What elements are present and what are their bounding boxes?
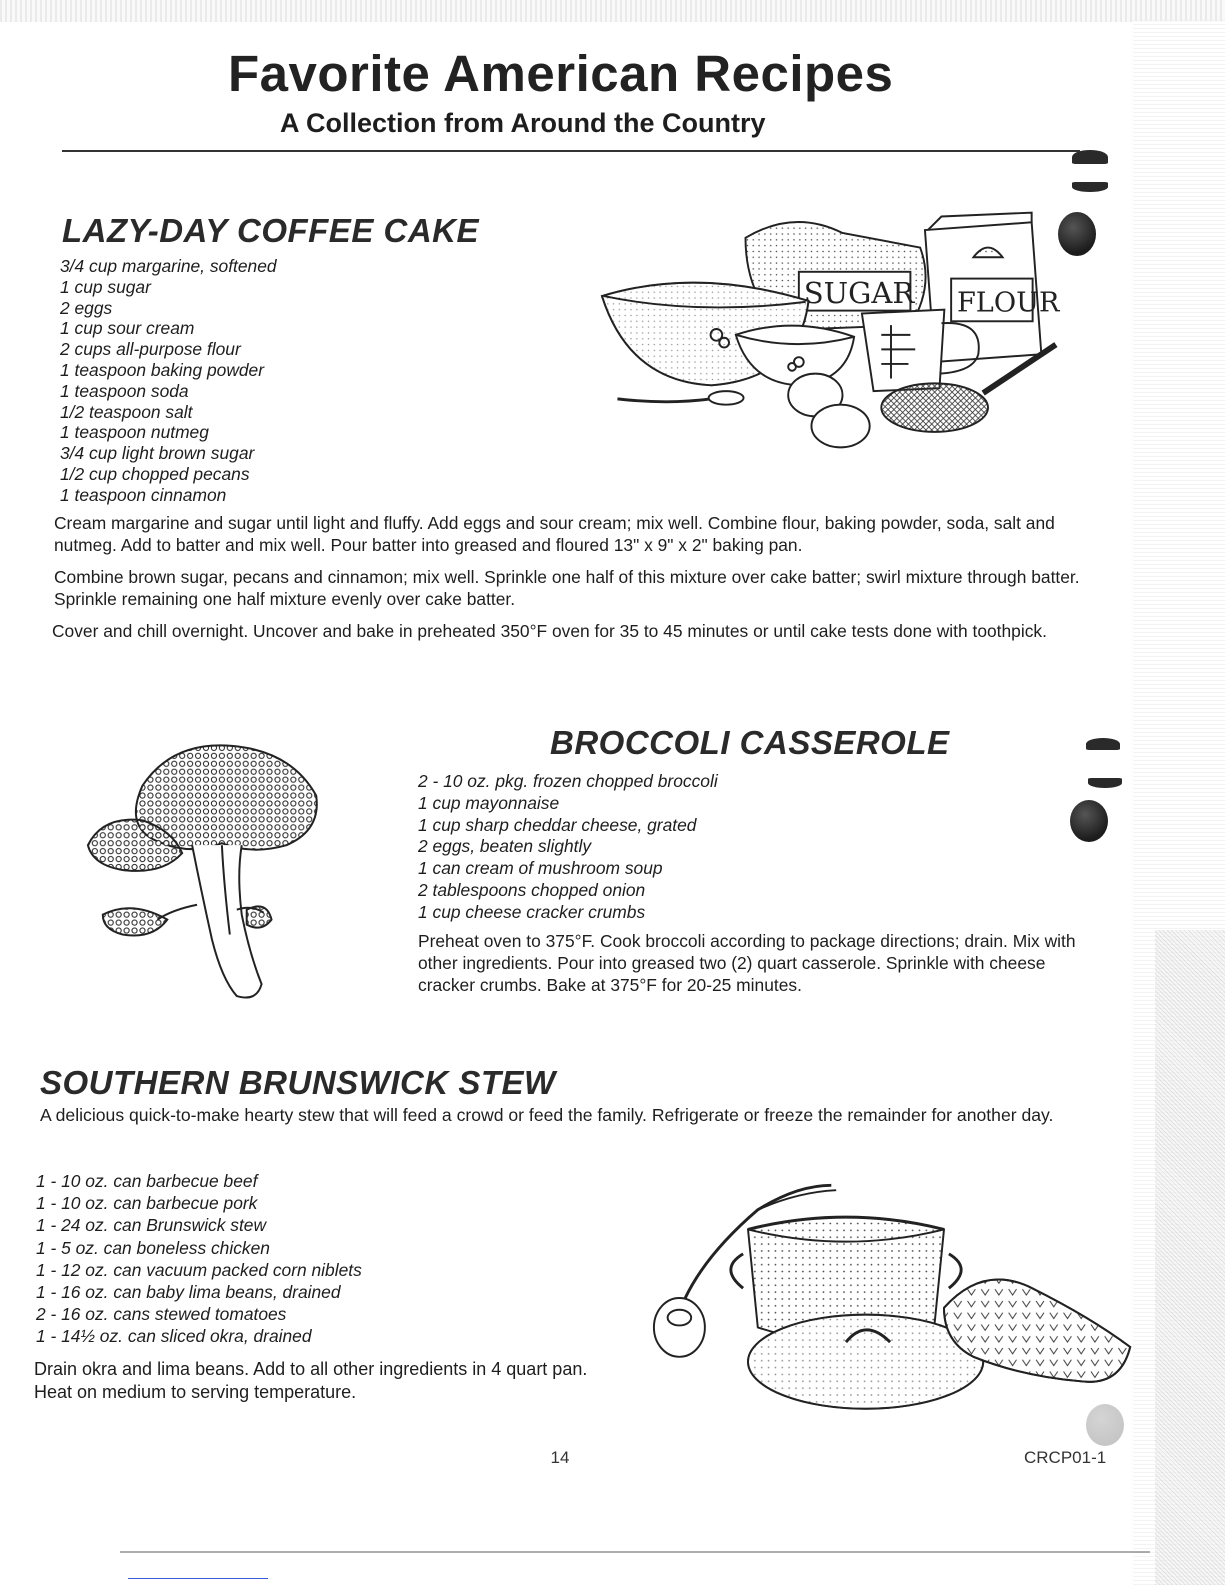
- ingredient-item: 1 - 10 oz. can barbecue beef: [36, 1171, 258, 1191]
- ingredient-item: 1 - 12 oz. can vacuum packed corn niblets: [36, 1259, 362, 1280]
- stew-pot-illustration: [650, 1180, 1140, 1416]
- scan-edge-top: [0, 0, 1225, 22]
- ingredient-item: 1 - 24 oz. can Brunswick stew: [36, 1215, 267, 1236]
- ingredient-item: 1 teaspoon baking powder: [60, 359, 265, 380]
- broccoli-illustration: [82, 736, 332, 1004]
- directions-coffee-cake-3: Cover and chill overnight. Uncover and bake in preheated 350°F oven for 35 to 45 minutes or until cake tests done with toothpick.: [52, 621, 1047, 641]
- ingredient-item: 1 cup cheese cracker crumbs: [418, 901, 646, 922]
- ingredient-item: 2 tablespoons chopped onion: [418, 879, 646, 900]
- ingredient-item: 2 - 10 oz. pkg. frozen chopped broccoli: [418, 771, 718, 791]
- binder-ring-top-icon: [1072, 150, 1108, 164]
- ingredient-item: 1 - 16 oz. can baby lima beans, drained: [36, 1282, 341, 1303]
- baking-ingredients-illustration: [600, 206, 1085, 454]
- recipe-title-broccoli-casserole: BROCCOLI CASSEROLE: [550, 724, 950, 761]
- ingredient-item: 1 can cream of mushroom soup: [418, 858, 663, 879]
- ingredient-item: 1 cup sharp cheddar cheese, grated: [418, 814, 697, 835]
- ingredient-item: 2 eggs, beaten slightly: [418, 836, 592, 857]
- directions-coffee-cake-1: Cream margarine and sugar until light and fluffy. Add eggs and sour cream; mix well. Combine flour, baking powder, soda, salt and nutmeg. Add to batter and mix well. Pour batter into greased and floured 13" x 9" x 2" baking pan.: [54, 513, 1055, 555]
- flour-label: FLOUR: [956, 287, 1060, 319]
- document-code: CRCP01-1: [1024, 1448, 1107, 1467]
- ingredient-item: 1 teaspoon cinnamon: [60, 484, 227, 505]
- page-title: Favorite American Recipes: [228, 45, 894, 102]
- ingredient-list-coffee-cake: [60, 256, 420, 506]
- scan-artifact-line: [128, 1578, 268, 1579]
- ingredient-item: 2 - 16 oz. cans stewed tomatoes: [36, 1304, 287, 1325]
- ingredient-item: 3/4 cup margarine, softened: [60, 256, 277, 276]
- punch-hole-icon: [1070, 800, 1108, 842]
- ingredient-list-brunswick-stew: [36, 1170, 476, 1348]
- recipe-title-coffee-cake: LAZY-DAY COFFEE CAKE: [62, 212, 480, 249]
- scan-shadow-right: [1155, 930, 1225, 1585]
- intro-brunswick-stew: A delicious quick-to-make hearty stew that will feed a crowd or feed the family. Refrigerate or freeze the remainder for another day.: [40, 1105, 1054, 1125]
- page-subtitle: A Collection from Around the Country: [280, 108, 766, 138]
- binder-ring-top-lower-icon: [1072, 182, 1108, 192]
- directions-coffee-cake-2: Combine brown sugar, pecans and cinnamon; mix well. Sprinkle one half of this mixture over cake batter; swirl mixture through batter. Sprinkle remaining one half mixture evenly over cake batter.: [54, 567, 1080, 609]
- ingredient-item: 1 - 5 oz. can boneless chicken: [36, 1237, 270, 1258]
- ingredient-item: 1 teaspoon nutmeg: [60, 422, 209, 443]
- ingredient-item: 1 - 10 oz. can barbecue pork: [36, 1193, 258, 1214]
- ingredient-item: 1 - 14½ oz. can sliced okra, drained: [36, 1326, 312, 1347]
- ingredient-item: 1/2 teaspoon salt: [60, 401, 193, 422]
- ingredient-item: 1 cup mayonnaise: [418, 792, 560, 813]
- directions-brunswick-stew: Drain okra and lima beans. Add to all other ingredients in 4 quart pan. Heat on medium to serving temperature.: [34, 1359, 588, 1402]
- binder-ring-middle-icon: [1086, 738, 1120, 750]
- binder-ring-middle-lower-icon: [1088, 778, 1122, 788]
- recipe-title-brunswick-stew: SOUTHERN BRUNSWICK STEW: [40, 1064, 556, 1101]
- ingredient-item: 1 cup sugar: [60, 276, 151, 297]
- title-divider: [62, 150, 1080, 152]
- ingredient-item: 2 eggs: [60, 297, 113, 318]
- ingredient-item: 1 cup sour cream: [60, 318, 195, 339]
- directions-broccoli-casserole: Preheat oven to 375°F. Cook broccoli according to package directions; drain. Mix with other ingredients. Pour into greased two (2) quart casserole. Sprinkle with cheese cracker crumbs. Bake at 375°F for 20-25 minutes.: [418, 931, 1076, 995]
- ingredient-list-broccoli-casserole: [418, 771, 858, 924]
- page-number: 14: [550, 1448, 570, 1467]
- ingredient-item: 1 teaspoon soda: [60, 380, 189, 401]
- ingredient-item: 1/2 cup chopped pecans: [60, 463, 250, 484]
- ingredient-item: 2 cups all-purpose flour: [60, 339, 241, 360]
- scan-edge-bottom: [120, 1551, 1150, 1553]
- ingredient-item: 3/4 cup light brown sugar: [60, 443, 255, 464]
- sugar-label: SUGAR: [803, 275, 915, 310]
